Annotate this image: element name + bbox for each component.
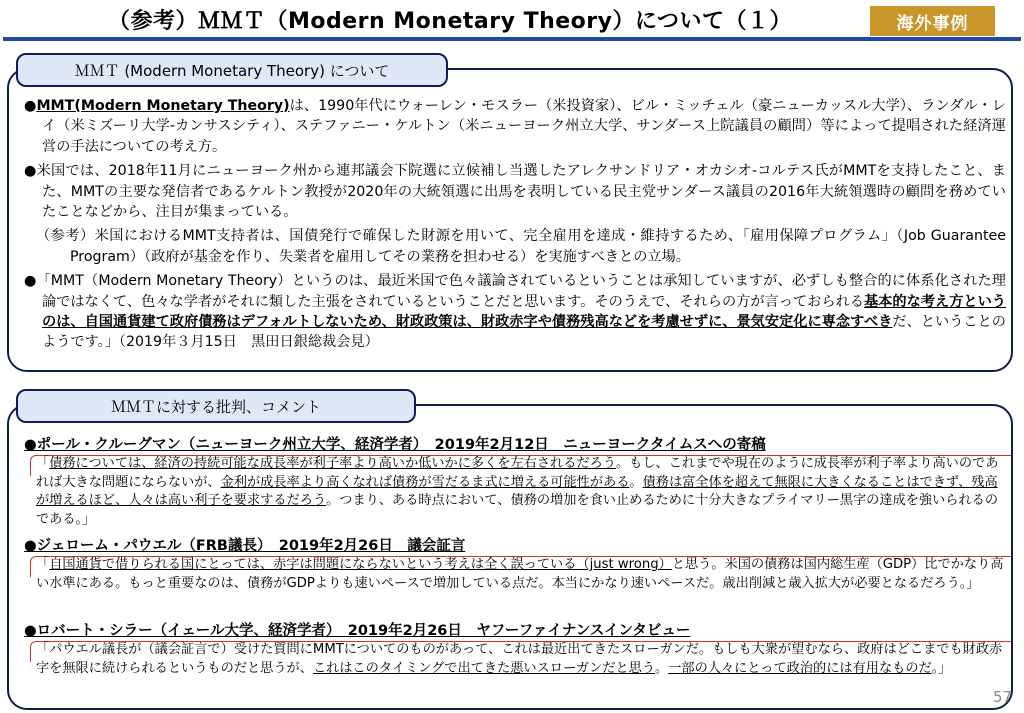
- shiller-quote-u2: 一部の人々にとって政治的には有用なものだ: [668, 660, 932, 676]
- shiller-quote-b: 。: [655, 660, 669, 676]
- criticism-tab: ＭＭＴに対する批判、コメント: [16, 389, 416, 423]
- overview-bullet-1: ●MMT(Modern Monetary Theory)は、1990年代にウォーレン・モスラー（米投資家）、ビル・ミッチェル（豪ニューカッスル大学）、ランダル・レイ（米ミズーリ大学-カンサスシティ）、ステファニー・ケルトン（米ニューヨーク州立大学、サンダース上院議員の顧問）等によって提唱された経済運営の手法についての考え方。: [24, 98, 1006, 155]
- krugman-quote-u1: 債務については、経済の持続可能な成長率が利子率より高いか低いかに多くを左右されるだろう: [49, 456, 616, 471]
- mmt-overview-tab: ＭＭＴ (Modern Monetary Theory) について: [16, 53, 448, 87]
- overview-bullet-2: ●米国では、2018年11月にニューヨーク州から連邦議会下院選に立候補し当選したアレクサンドリア・オカシオ-コルテス氏がMMTを支持したこと、また、MMTの主要な発信者であるケルトン教授が2020年の大統領選に出馬を表明している民主党サンダース議員の2016年大統領選時の顧問を務めていたことなどから、注目が集まっている。: [24, 163, 1006, 221]
- shiller-quote-a: 「パウエル議長が（議会証言で）受けた質問にMMTについてのものがあって、これは最近出てきたスローガンだ。もしも大衆が望むなら、政府はどこまでも財政赤字を無限に続けられるというものだと思うが、: [36, 642, 1003, 676]
- kuroda-quote-c: だ、ということのようです。」（2019年３月15日 黒田日銀総裁会見）: [42, 314, 1006, 351]
- shiller-quote-u1: これはこのタイミングで出てきた悪いスローガンだと思う: [312, 660, 656, 676]
- reference-note: [24, 226, 1006, 267]
- krugman-quote-c: 。つまり、ある時点において、債務の増加を食い止めるために十分大きなプライマリー黒字の達成を強いられるのである。」: [36, 493, 999, 527]
- shiller-quote-c: 。」: [931, 660, 952, 676]
- powell-quote-u1: 自国通貨で借りられる国にとっては、赤字は問題にならないという考えは全く誤っている（just wrong）: [49, 557, 672, 572]
- krugman-quote-a: 。もし、これまでや現在のように成長率が利子率より高いのであれば大きな問題にならないが、: [36, 456, 999, 490]
- krugman-heading-text: ●ポール・クルーグマン（ニューヨーク州立大学、経済学者） 2019年2月12日 ニューヨークタイムスへの寄稿: [24, 437, 766, 453]
- category-tag: 海外事例: [870, 6, 995, 36]
- kuroda-quote-a: 「MMT（Modern Monetary Theory）というのは、最近米国で色々議論されているということは承知していますが、必ずしも整合的に体系化された理論ではなくて、色々な学者がそれに類した主張をされているということだと思います。そのうえで、それらの方が言っておられる: [36, 273, 1006, 310]
- powell-heading: [24, 534, 465, 555]
- powell-heading-text: ●ジェローム・パウエル（FRB議長） 2019年2月26日 議会証言: [24, 538, 466, 554]
- krugman-quote-u2: 金利が成長率より高くなれば債務が雪だるま式に増える可能性がある: [220, 474, 630, 490]
- page-number: 57: [993, 688, 1013, 706]
- krugman-quote: 「債務については、経済の持続可能な成長率が利子率より高いか低いかに多くを左右されるだろう。もし、これまでや現在のように成長率が利子率より高いのであれば大きな問題にならないが、金利が成長率より高くなれば債務が雪だるま式に増える可能性がある。債務は富全体を超えて無限に大きくなることはできず、残高が増えるほど、人々は高い利子を要求するだろう。つまり、ある時点において、債務の増加を食い止めるために十分大きなプライマリー黒字の達成を強いられるのである。」: [36, 456, 999, 527]
- krugman-quote-u3: 債務は富全体を超えて無限に大きくなることはできず、残高が増えるほど、人々は高い利子を要求するだろう: [36, 474, 998, 509]
- shiller-heading-text: ●ロバート・シラー（イェール大学、経済学者） 2019年2月26日 ヤフーファイナンスインタビュー: [24, 623, 691, 639]
- mmt-overview-body: [24, 96, 1006, 353]
- shiller-heading: [24, 619, 690, 640]
- krugman-quote-b: 。: [629, 474, 643, 490]
- kuroda-quote-emphasis: 基本的な考え方というのは、自国通貨建て政府債務はデフォルトしないため、財政政策は、財政赤字や債務残高などを考慮せずに、景気安定化に専念すべき: [42, 293, 1006, 331]
- mmt-term: MMT(Modern Monetary Theory): [36, 98, 290, 114]
- overview-bullet-3: ●「MMT（Modern Monetary Theory）というのは、最近米国で色々議論されているということは承知していますが、必ずしも整合的に体系化された理論ではなくて、色々な学者がそれに類した主張をされているということだと思います。そのうえで、それらの方が言っておられる基本的な考え方というのは、自国通貨建て政府債務はデフォルトしないため、財政政策は、財政赤字や債務残高などを考慮せずに、景気安定化に専念すべきだ、ということのようです。」（2019年３月15日 黒田日銀総裁会見）: [24, 273, 1006, 351]
- shiller-quote: [36, 641, 1008, 678]
- krugman-heading: [24, 433, 766, 454]
- reference-note-text: （参考）米国におけるMMT支持者は、国債発行で確保した財源を用いて、完全雇用を達成・維持するため、「雇用保障プログラム」（Job Guarantee Program）（政府が基金を作り、失業者を雇用してその業務を担わせる）を実施すべきとの立場。: [36, 228, 1006, 265]
- powell-quote: 「自国通貨で借りられる国にとっては、赤字は問題にならないという考えは全く誤っている（just wrong）と思う。米国の債務は国内総生産（GDP）比でかなり高い水準にある。もっと重要なのは、債務がGDPよりも速いペースで増加している点だ。本当にかなり速いペースだ。歳出削減と歳入拡大が必要となるだろう。」: [36, 557, 1004, 591]
- overview-bullet-2-text: 米国では、2018年11月にニューヨーク州から連邦議会下院選に立候補し当選したアレクサンドリア・オカシオ-コルテス氏がMMTを支持したこと、また、MMTの主要な発信者であるケルトン教授が2020年の大統領選に出馬を表明している民主党サンダース議員の2016年大統領選時の顧問を務めていたことなどから、注目が集まっている。: [36, 163, 1006, 221]
- title-underline: [3, 37, 1021, 41]
- page-title: （参考）ＭＭＴ（Modern Monetary Theory）について（１）: [107, 9, 793, 34]
- powell-quote-a: と思う。米国の債務は国内総生産（GDP）比でかなり高い水準にある。もっと重要なのは、債務がGDPよりも速いペースで増加している点だ。本当にかなり速いペースだ。歳出削減と歳入拡大が必要となるだろう。」: [36, 557, 1004, 591]
- overview-bullet-1-text: は、1990年代にウォーレン・モスラー（米投資家）、ビル・ミッチェル（豪ニューカッスル大学）、ランダル・レイ（米ミズーリ大学-カンサスシティ）、ステファニー・ケルトン（米ニューヨーク州立大学、サンダース上院議員の顧問）等によって提唱された経済運営の手法についての考え方。: [42, 98, 1006, 155]
